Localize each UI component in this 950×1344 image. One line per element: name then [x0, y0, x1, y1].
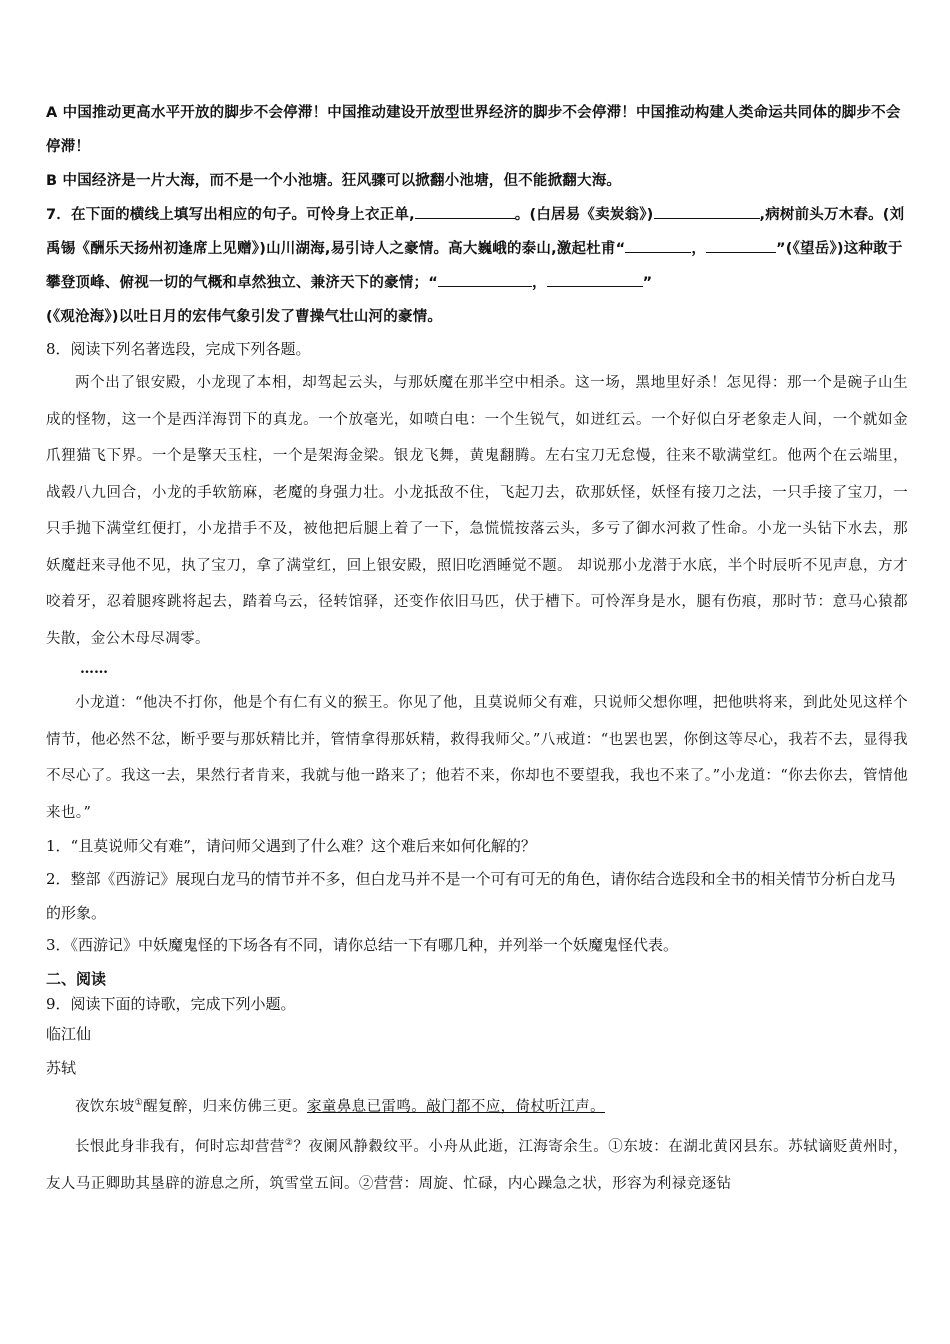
poem-underlined-1: 家童鼻息已雷鸣。 — [306, 1098, 427, 1115]
q7-text-8: (《观沧海》)以吐日月的宏伟气象引发了曹操气壮山河的豪情。 — [46, 309, 443, 325]
document-page — [46, 96, 908, 1202]
poem-line-1 — [46, 1085, 908, 1125]
option-a: A 中国推动更高水平开放的脚步不会停滞！中国推动建设开放型世界经济的脚步不会停滞！中国推动构建人类命运共同体的脚步不会停滞！ — [46, 105, 901, 155]
q7-blank-2 — [654, 204, 760, 220]
q7-blank-6 — [547, 272, 643, 288]
q7-blank-4 — [706, 238, 776, 254]
poem-line-1a: 夜饮东坡 — [75, 1098, 135, 1115]
q7-text-1: 7．在下面的横线上填写出相应的句子。可怜身上衣正单, — [46, 207, 415, 223]
q7-text-7: ” — [642, 275, 653, 291]
option-b: B 中国经济是一片大海，而不是一个小池塘。狂风骤可以掀翻小池塘，但不能掀翻大海。 — [46, 173, 622, 189]
question-7 — [46, 198, 908, 334]
poem-line-2a: 长恨此身非我有，何时忘却营营 — [75, 1139, 285, 1156]
q7-blank-5 — [438, 272, 532, 288]
q7-text-3: ,病树前头万木春。(刘禹锡《酬乐天扬州初逢席上见赠》)山川湖海,易引诗人之豪情。高大巍峨的泰山,激起杜甫“ — [46, 207, 905, 257]
poem-author: 苏轼 — [46, 1059, 77, 1077]
poem-line-2 — [46, 1125, 908, 1202]
section-heading-reading: 二、阅读 — [46, 970, 107, 988]
question-9-title: 9．阅读下面的诗歌，完成下列小题。 — [46, 995, 296, 1013]
q7-text-4: ， — [691, 241, 707, 257]
footnote-marker-1: ① — [134, 1098, 144, 1108]
poem-line-1b: 醒复醉，归来仿佛三更。 — [143, 1098, 307, 1115]
question-8-title: 8．阅读下列名著选段，完成下列各题。 — [46, 340, 311, 358]
q7-text-2: 。(白居易《卖炭翁》) — [514, 207, 654, 223]
q7-blank-3 — [625, 238, 691, 254]
poem-underlined-2: 敲门都不应，倚杖听江声。 — [426, 1098, 605, 1115]
q8-subquestion-3: 3．《西游记》中妖魔鬼怪的下场各有不同，请你总结一下有哪几种，并列举一个妖魔鬼怪代表。 — [46, 936, 679, 954]
q8-subquestion-1: 1．“且莫说师父有难”，请问师父遇到了什么难？这个难后来如何化解的？ — [46, 837, 536, 855]
q7-text-6: ， — [531, 275, 547, 291]
q7-text-5: ”(《望岳》)这种敢于攀登顶峰、俯视一切的气概和卓然独立、兼济天下的豪情；“ — [46, 241, 903, 291]
poem-title: 临江仙 — [46, 1025, 92, 1043]
q8-passage-2: 小龙道：“他决不打你，他是个有仁有义的猴王。你见了他，且莫说师父有难，只说师父想你哩，把他哄将来，到此处见这样个情节，他必然不忿，断乎要与那妖精比并，管情拿得那妖精，救得我师父。”八戒道：“也罢也罢，你倒这等尽心，我若不去，显得我不尽心了。我这一去，果然行者肯来，我就与他一路来了；他若不来，你却也不要望我，我也不来了。”小龙道：“你去你去，管情他来也。” — [46, 695, 908, 821]
q7-blank-1 — [415, 204, 515, 220]
q8-passage-1: 两个出了银安殿，小龙现了本相，却驾起云头，与那妖魔在那半空中相杀。这一场，黑地里好杀！怎见得：那一个是碗子山生成的怪物，这一个是西洋海罚下的真龙。一个放毫光，如喷白电：一个生锐气，如迸红云。一个好似白牙老象走人间，一个就如金爪狸猫飞下界。一个是擎天玉柱，一个是架海金梁。银龙飞舞，黄鬼翻腾。左右宝刀无怠慢，往来不歇满堂红。他两个在云端里，战毂八九回合，小龙的手软筋麻，老魔的身强力壮。小龙抵敌不住，飞起刀去，砍那妖怪，妖怪有接刀之法，一只手接了宝刀，一只手抛下满堂红便打，小龙措手不及，被他把后腿上着了一下，急慌慌按落云头，多亏了御水河救了性命。小龙一头钻下水去，那妖魔赶来寻他不见，执了宝刀，拿了满堂红，回上银安殿，照旧吃酒睡觉不题。 却说那小龙潜于水底，半个时辰听不见声息，方才咬着牙，忍着腿疼跳将起去，踏着乌云，径转馆驿，还变作依旧马匹，伏于槽下。可怜浑身是水，腿有伤痕，那时节：意马心猿都失散，金公木母尽凋零。 — [46, 375, 908, 647]
footnote-marker-2: ② — [284, 1138, 294, 1149]
q8-subquestion-2: 2．整部《西游记》展现白龙马的情节并不多，但白龙马并不是一个可有可无的角色，请你结合选段和全书的相关情节分析白龙马的形象。 — [46, 870, 896, 922]
q8-ellipsis: …… — [80, 661, 108, 677]
poem-line-2b: ？夜阑风静縠纹平。小舟从此逝，江海寄余生。①东坡：在湖北黄冈县东。苏轼谪贬黄州时，友人马正卿助其垦辟的游息之所，筑雪堂五间。②营营：周旋、忙碌，内心躁急之状，形容为利禄竞逐钻 — [46, 1139, 908, 1192]
